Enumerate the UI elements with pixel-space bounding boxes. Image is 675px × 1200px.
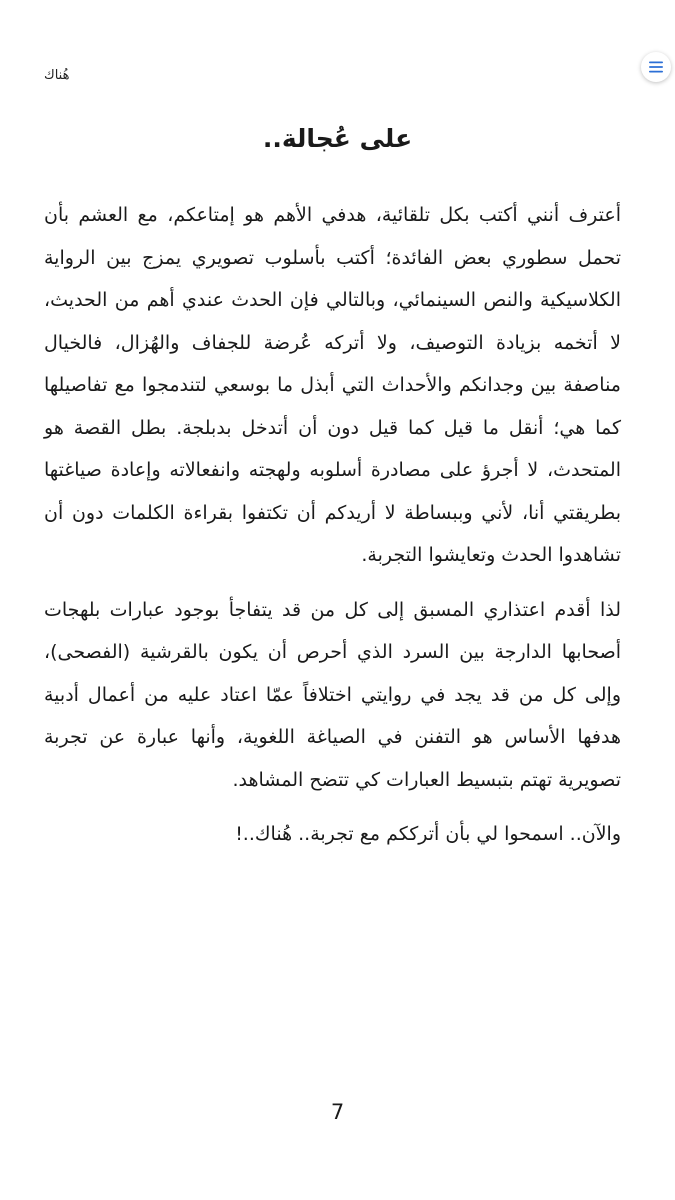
chapter-title: على عُجالة.. [262, 124, 413, 153]
paragraph: لذا أقدم اعتذاري المسبق إلى كل من قد يتفاجأ بوجود عبارات بلهجات أصحابها الدارجة بين السرد الذي أحرص أن يكون بالقرشية (الفصحى)، وإلى كل من قد يجد في روايتي اختلافاً عمّا اعتاد عليه من أعمال أدبية هدفها الأساس هو التفنن في الصياغة اللغوية، وأنها عبارة عن تجربة تصويرية تهتم بتبسيط العبارات كي تتضح المشاهد. [44, 598, 621, 791]
running-header-title: هُناك [44, 68, 70, 83]
chapter-body [44, 194, 621, 856]
menu-button[interactable] [641, 52, 671, 82]
paragraph: والآن.. اسمحوا لي بأن أترككم مع تجربة.. هُناك..! [235, 823, 621, 845]
menu-icon [648, 60, 664, 74]
page-number: 7 [330, 1100, 345, 1124]
paragraph: أعترف أنني أكتب بكل تلقائية، هدفي الأهم هو إمتاعكم، مع العشم بأن تحمل سطوري بعض الفائدة؛ أكتب بأسلوب تصويري يمزج بين الرواية الكلاسيكية والنص السينمائي، وبالتالي فإن الحدث عندي أهم من الحديث، لا أتخمه بزيادة التوصيف، ولا أتركه عُرضة للجفاف والهُزال، فالخيال مناصفة بين وجدانكم والأحداث التي أبذل ما بوسعي لتندمجوا مع تفاصيلها كما هي؛ أنقل ما قيل كما قيل دون أن أتدخل بدبلجة. بطل القصة هو المتحدث، لا أجرؤ على مصادرة أسلوبه ولهجته وانفعالاته وإعادة صياغتها بطريقتي أنا، لأني وببساطة لا أريدكم أن تكتفوا بقراءة الكلمات دون أن تشاهدوا الحدث وتعايشوا التجربة. [44, 204, 621, 566]
